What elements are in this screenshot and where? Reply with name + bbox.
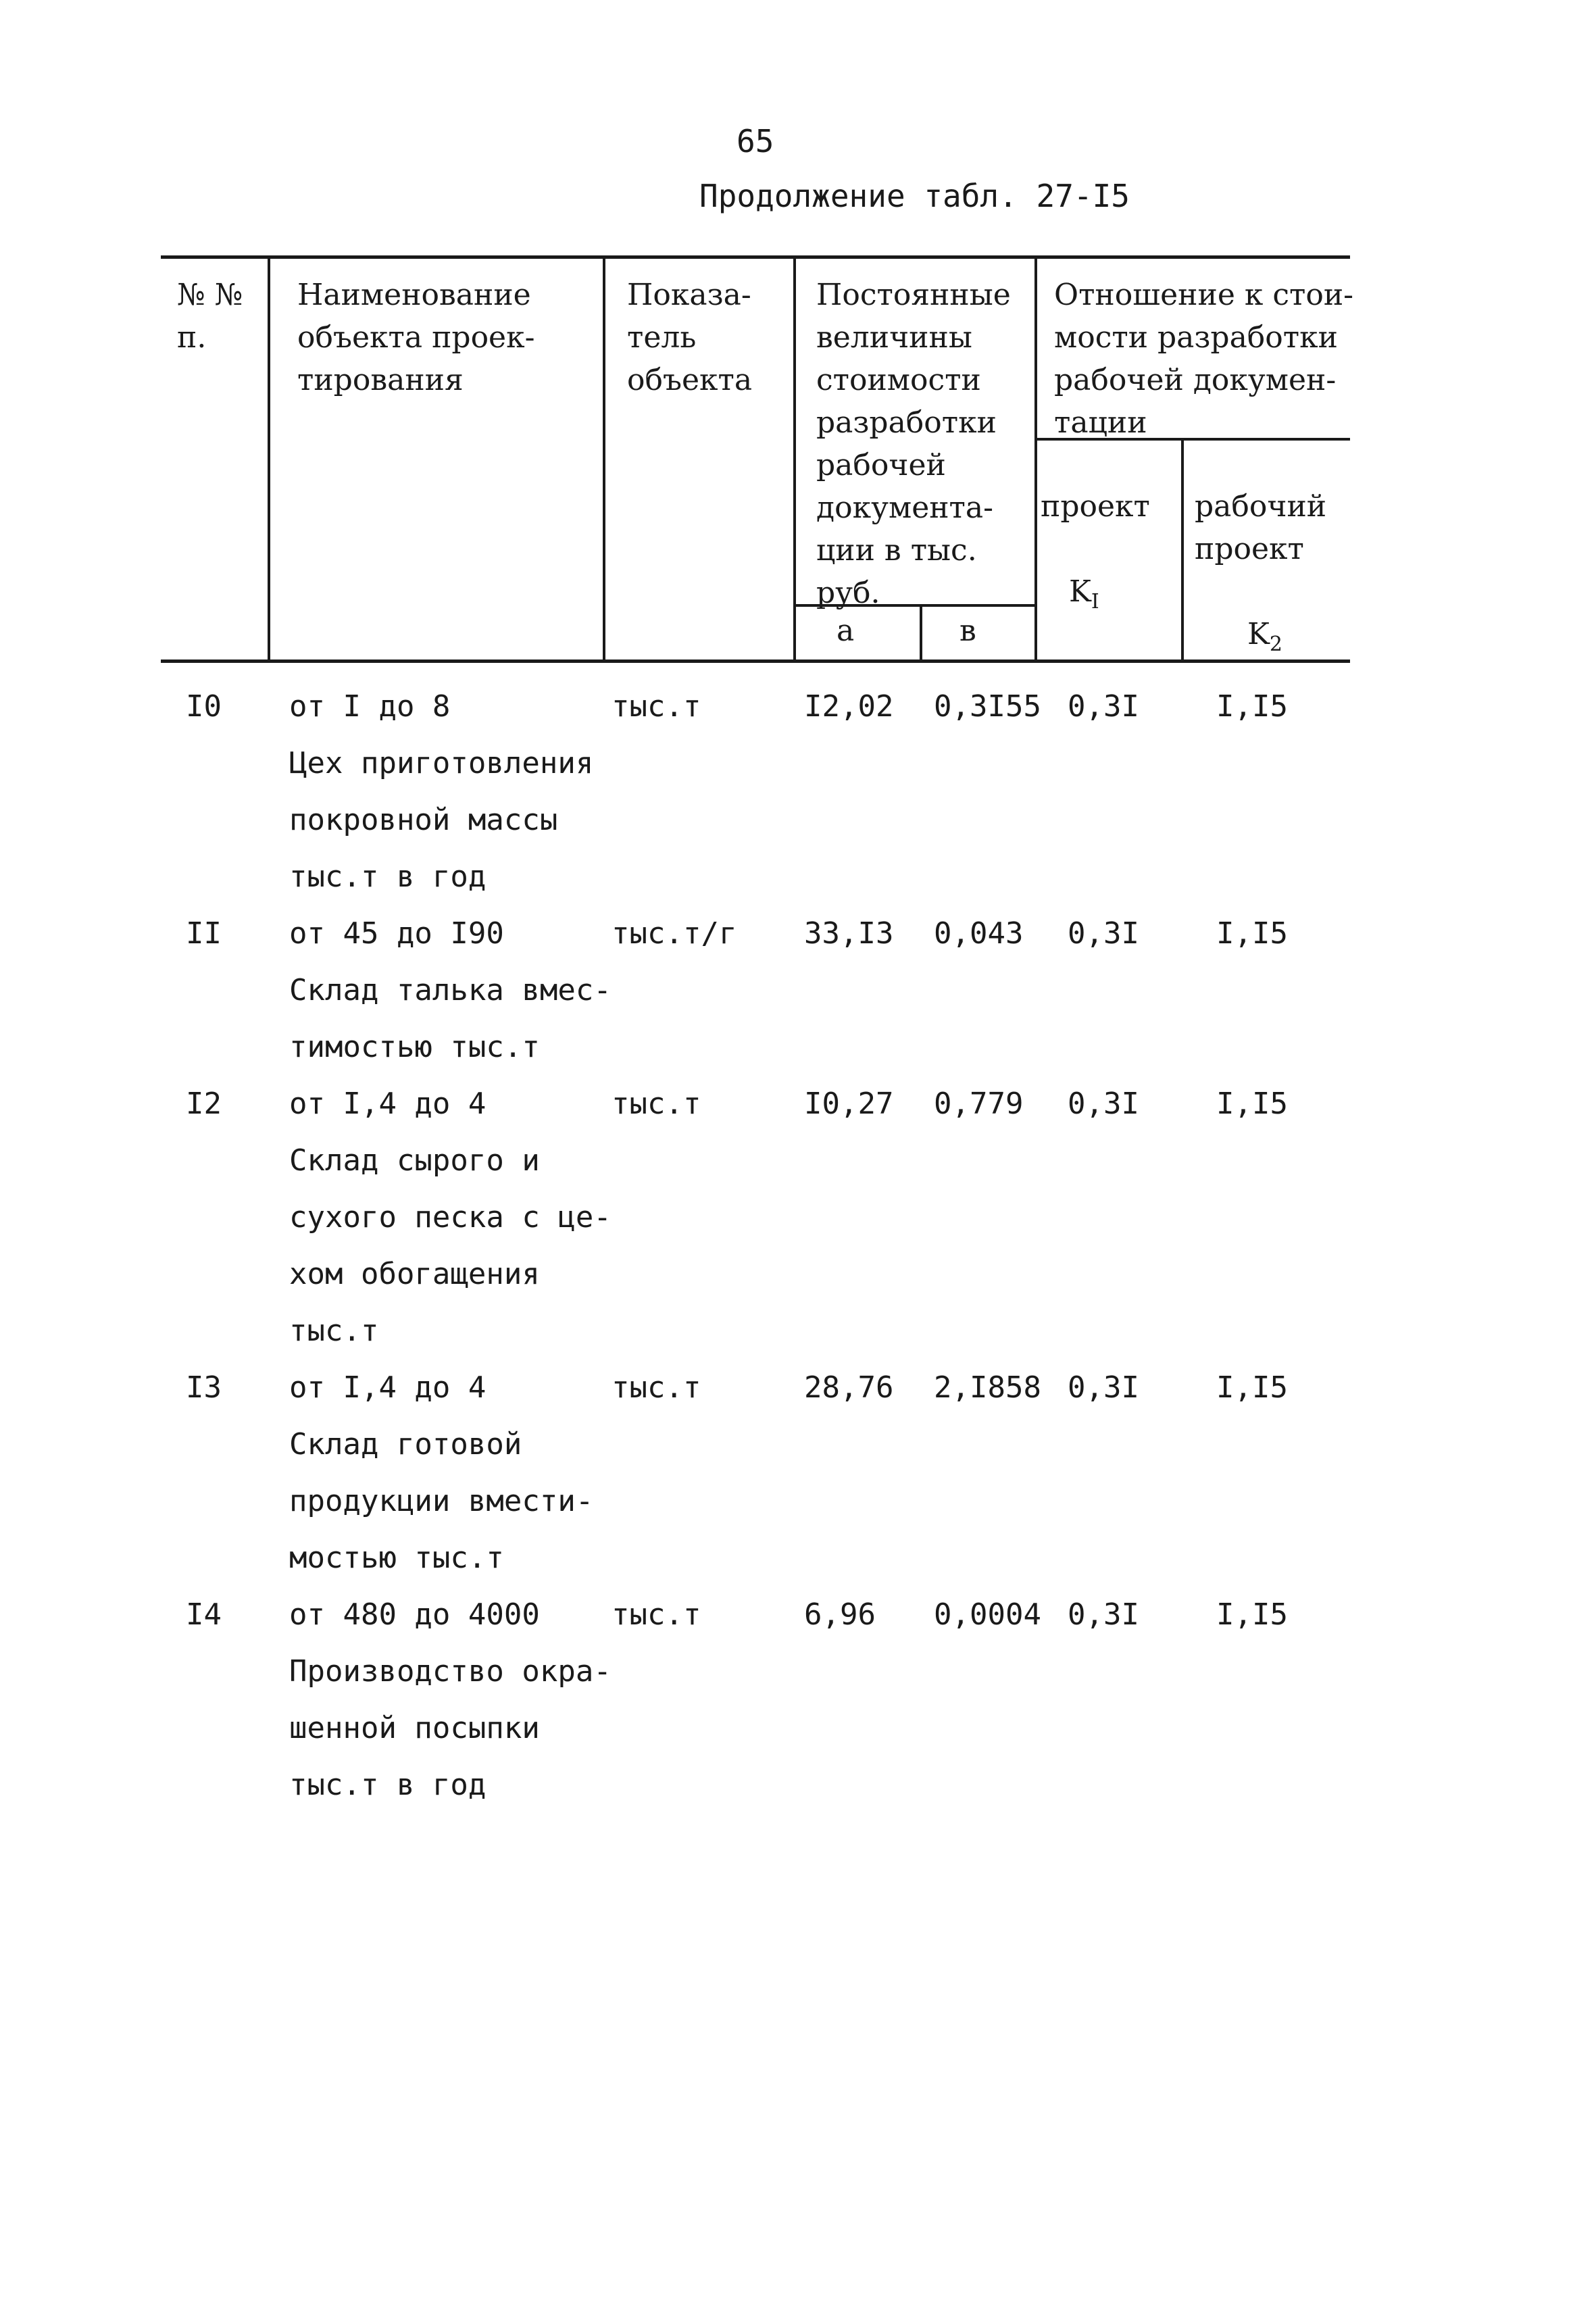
row-number: I2 <box>186 1087 222 1121</box>
value-k1: 0,3I <box>1068 689 1139 724</box>
value-b: 0,043 <box>934 916 1024 951</box>
col-divider-3 <box>793 258 796 661</box>
object-indicator: тыс.т <box>612 1087 701 1121</box>
object-name-line: Производство окра- <box>289 1654 612 1689</box>
object-name-line: от I до 8 <box>289 689 451 724</box>
object-name-line: от I,4 до 4 <box>289 1087 487 1121</box>
value-k2: I,I5 <box>1216 1597 1288 1632</box>
table-top-rule <box>161 255 1350 259</box>
value-b: 0,0004 <box>934 1597 1041 1632</box>
header-col-ratio: Отношение к стои- мости разработки рабочей докумен- тации <box>1054 278 1354 440</box>
object-name <box>289 678 593 905</box>
col-divider-1 <box>268 258 270 661</box>
value-k1: 0,3I <box>1068 1370 1139 1405</box>
object-name-line: Цех приготовления <box>289 746 594 780</box>
header-k2-label: рабочий проект <box>1195 489 1327 566</box>
value-k2: I,I5 <box>1216 916 1288 951</box>
header-k1-symbol: $K_I$ <box>1069 574 1099 614</box>
object-name <box>289 1587 612 1814</box>
header-col-b: в <box>959 614 976 648</box>
value-k2: I,I5 <box>1216 1087 1288 1121</box>
object-name-line: мостью тыс.т <box>289 1541 504 1575</box>
object-name-line: от 480 до 4000 <box>289 1597 540 1632</box>
object-indicator: тыс.т <box>612 1370 701 1405</box>
row-number: I4 <box>186 1597 222 1632</box>
object-name-line: Склад сырого и <box>289 1143 540 1178</box>
object-name <box>289 1360 593 1587</box>
row-number: II <box>186 916 222 951</box>
header-k1-label: проект <box>1041 489 1150 524</box>
object-name-line: тыс.т в год <box>289 1768 487 1802</box>
object-name-line: шенной посыпки <box>289 1711 540 1745</box>
value-k1: 0,3I <box>1068 1087 1139 1121</box>
header-col-constants: Постоянные величины стоимости разработки рабочей документа- ции в тыс. руб. <box>816 278 1011 610</box>
header-col-k2 <box>1195 443 1326 708</box>
value-k2: I,I5 <box>1216 689 1288 724</box>
value-a: 28,76 <box>804 1370 894 1405</box>
col-divider-k <box>1181 441 1184 661</box>
value-a: I2,02 <box>804 689 894 724</box>
value-k2: I,I5 <box>1216 1370 1288 1405</box>
value-b: 0,779 <box>934 1087 1024 1121</box>
object-name <box>289 1076 612 1360</box>
header-col-name: Наименование объекта проек- тирования <box>297 278 535 397</box>
object-name <box>289 905 612 1076</box>
col-divider-2 <box>603 258 605 661</box>
value-k1: 0,3I <box>1068 916 1139 951</box>
value-k1: 0,3I <box>1068 1597 1139 1632</box>
value-a: 33,I3 <box>804 916 894 951</box>
value-a: 6,96 <box>804 1597 876 1632</box>
row-number: I0 <box>186 689 222 724</box>
header-col-indicator: Показа- тель объекта <box>627 278 753 397</box>
header-k2-symbol: $K_2$ <box>1247 617 1282 656</box>
header-col-k1 <box>1041 443 1150 666</box>
header-bottom-rule <box>161 659 1350 663</box>
object-indicator: тыс.т/г <box>612 916 737 951</box>
object-name-line: Склад талька вмес- <box>289 973 612 1007</box>
continuation-title: Продолжение табл. 27-I5 <box>699 178 1130 214</box>
object-name-line: Склад готовой <box>289 1427 522 1462</box>
object-name-line: тыс.т <box>289 1314 379 1348</box>
object-indicator: тыс.т <box>612 1597 701 1632</box>
row-number: I3 <box>186 1370 222 1405</box>
header-col-a: а <box>837 614 855 648</box>
object-name-line: тыс.т в год <box>289 860 487 894</box>
col-divider-4 <box>1034 258 1037 661</box>
value-a: I0,27 <box>804 1087 894 1121</box>
value-b: 0,3I55 <box>934 689 1041 724</box>
object-indicator: тыс.т <box>612 689 701 724</box>
page-number: 65 <box>737 123 774 159</box>
object-name-line: тимостью тыс.т <box>289 1030 540 1064</box>
object-name-line: от 45 до I90 <box>289 916 504 951</box>
object-name-line: от I,4 до 4 <box>289 1370 487 1405</box>
object-name-line: продукции вмести- <box>289 1484 594 1518</box>
value-b: 2,I858 <box>934 1370 1041 1405</box>
object-name-line: покровной массы <box>289 803 558 837</box>
object-name-line: сухого песка с це- <box>289 1200 612 1235</box>
header-col-no: № № п. <box>177 278 243 355</box>
object-name-line: хом обогащения <box>289 1257 540 1291</box>
